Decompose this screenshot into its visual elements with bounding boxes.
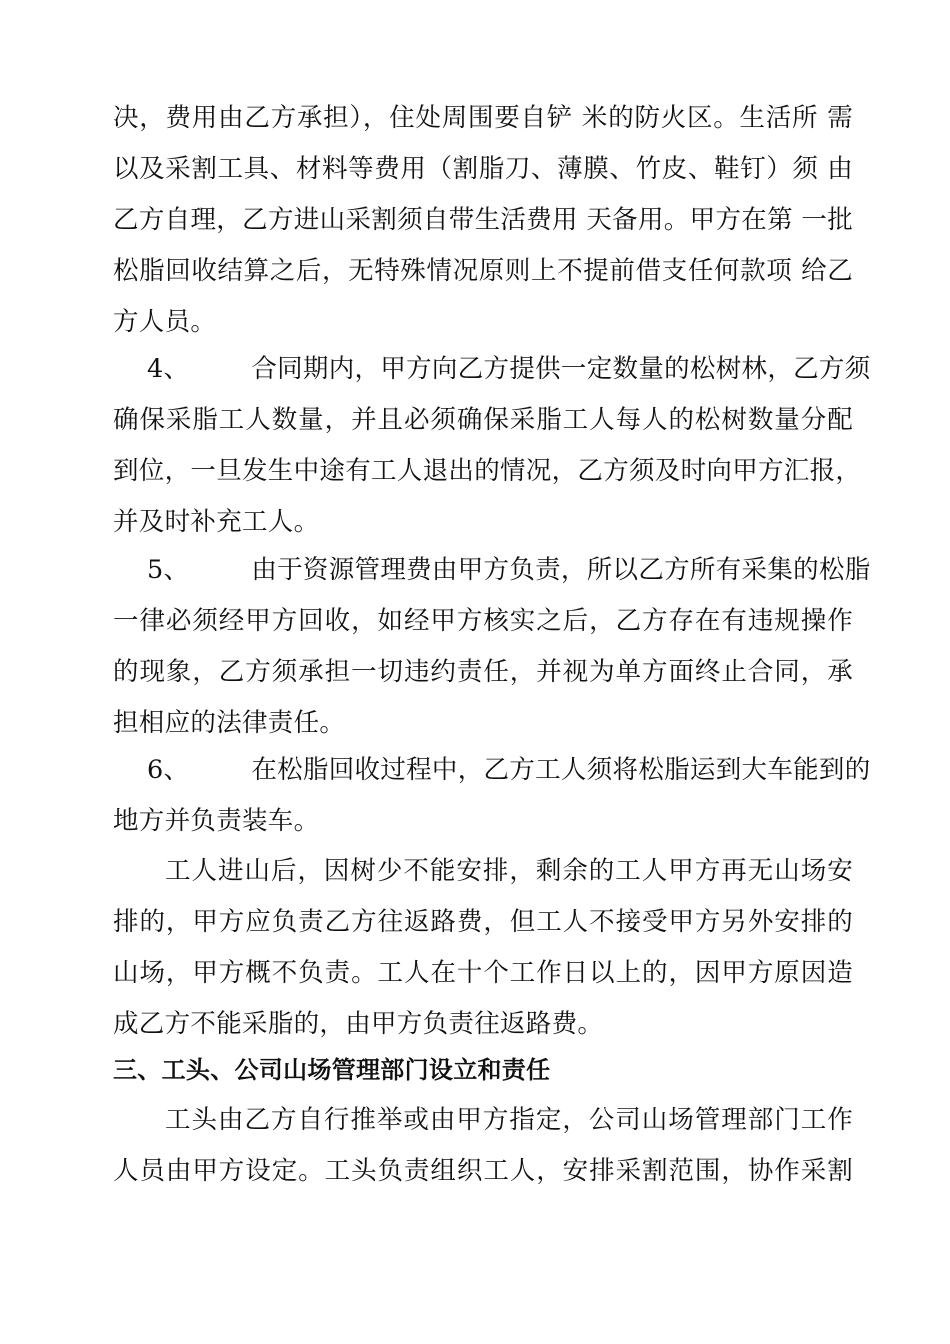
text-line: 地方并负责装车。 — [113, 806, 320, 836]
paragraph-continued — [113, 93, 853, 348]
clause-first-line — [113, 745, 871, 796]
text-line: 人员由甲方设定。工头负责组织工人，安排采割范围，协作采割 — [113, 1156, 853, 1186]
text-line: 松脂回收结算之后，无特殊情况原则上不提前借支任何款项 给乙 — [113, 256, 853, 286]
text-line: 担相应的法律责任。 — [113, 708, 346, 738]
text-line: 乙方自理，乙方进山采割须自带生活费用 天备用。甲方在第 一批 — [113, 205, 853, 235]
text-line: 工人进山后，因树少不能安排，剩余的工人甲方再无山场安 — [165, 856, 853, 886]
clause-text: 在松脂回收过程中，乙方工人须将松脂运到大车能到的 — [251, 755, 871, 785]
clause-item-4 — [113, 344, 871, 548]
paragraph-section3 — [113, 1095, 853, 1197]
text-line: 排的，甲方应负责乙方往返路费，但工人不接受甲方另外安排的 — [113, 907, 853, 937]
section-heading — [113, 1045, 853, 1096]
clause-number: 6、 — [147, 755, 190, 785]
clause-item-6 — [113, 745, 871, 847]
clause-item-5 — [113, 545, 871, 749]
text-line: 并及时补充工人。 — [113, 507, 320, 537]
clause-number: 5、 — [147, 555, 190, 585]
text-line: 成乙方不能采脂的，由甲方负责往返路费。 — [113, 1009, 604, 1039]
clause-text: 合同期内，甲方向乙方提供一定数量的松树林，乙方须 — [251, 354, 871, 384]
text-line: 以及采割工具、材料等费用（割脂刀、薄膜、竹皮、鞋钉）须 由 — [113, 154, 853, 184]
text-line: 方人员。 — [113, 307, 217, 337]
text-line: 确保采脂工人数量，并且必须确保采脂工人每人的松树数量分配 — [113, 405, 853, 435]
text-line: 工头由乙方自行推举或由甲方指定，公司山场管理部门工作 — [165, 1105, 853, 1135]
clause-first-line — [113, 344, 871, 395]
clause-number: 4、 — [147, 354, 190, 384]
clause-first-line — [113, 545, 871, 596]
text-line: 一律必须经甲方回收，如经甲方核实之后，乙方存在有违规操作 — [113, 606, 853, 636]
text-line: 山场，甲方概不负责。工人在十个工作日以上的，因甲方原因造 — [113, 958, 853, 988]
text-line: 到位，一旦发生中途有工人退出的情况，乙方须及时向甲方汇报， — [113, 456, 862, 486]
paragraph-workers — [113, 846, 853, 1050]
text-line: 的现象，乙方须承担一切违约责任，并视为单方面终止合同，承 — [113, 657, 853, 687]
text-line: 决，费用由乙方承担），住处周围要自铲 米的防火区。生活所 需 — [113, 103, 853, 133]
section-title: 三、工头、公司山场管理部门设立和责任 — [113, 1056, 551, 1084]
clause-text: 由于资源管理费由甲方负责，所以乙方所有采集的松脂 — [251, 555, 871, 585]
